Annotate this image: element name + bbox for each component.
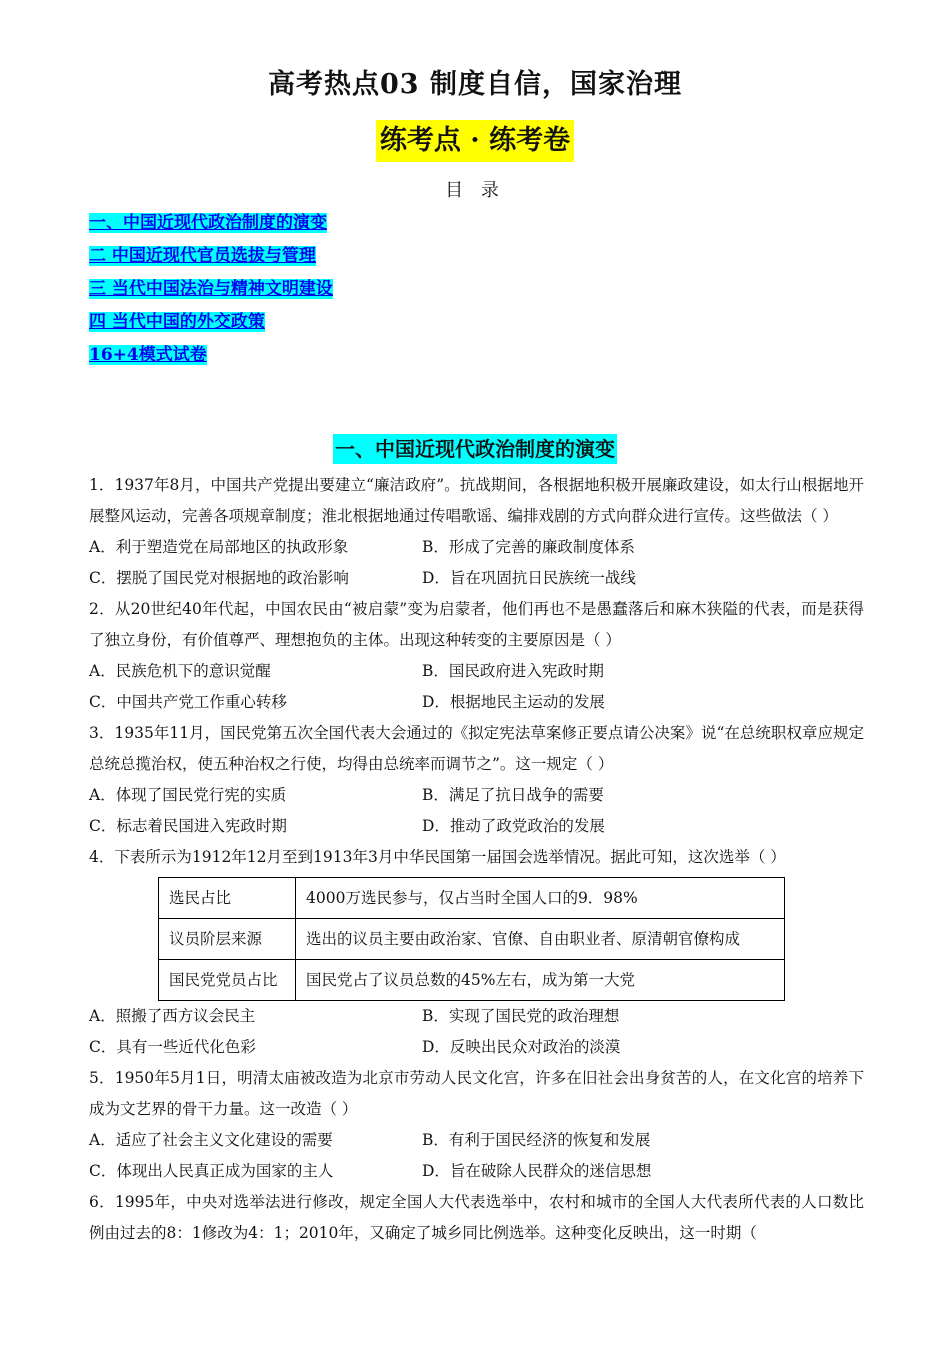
table-cell-value: 4000万选民参与，仅占当时全国人口的9．98%	[296, 878, 785, 919]
question-4-options	[89, 1001, 864, 1063]
table-row	[159, 919, 785, 960]
toc-link-4[interactable]: 四 当代中国的外交政策	[89, 312, 265, 332]
toc-heading: 目 录	[445, 180, 505, 201]
question-4-option-d: D．反映出民众对政治的淡漠	[422, 1038, 621, 1056]
document-subtitle: 练考点 · 练考卷	[376, 120, 574, 162]
table-cell-value: 国民党占了议员总数的45%左右，成为第一大党	[296, 960, 785, 1001]
question-5-option-a: A．适应了社会主义文化建设的需要	[89, 1131, 333, 1149]
table-cell-key: 国民党党员占比	[159, 960, 296, 1001]
question-2-stem: 2．从20世纪40年代起，中国农民由“被启蒙”变为启蒙者，他们再也不是愚蠢落后和麻木狭隘的代表，而是获得了独立身份，有价值尊严、理想抱负的主体。出现这种转变的主要原因是（ ）	[89, 600, 864, 649]
table-row	[159, 878, 785, 919]
table-row	[159, 960, 785, 1001]
table-cell-key: 选民占比	[159, 878, 296, 919]
question-3-option-c: C．标志着民国进入宪政时期	[89, 817, 287, 835]
question-3-option-d: D．推动了政党政治的发展	[422, 817, 605, 835]
question-6-stem: 6．1995年，中央对选举法进行修改，规定全国人大代表选举中，农村和城市的全国人大代表所代表的人口数比例由过去的8：1修改为4：1；2010年，又确定了城乡同比例选举。这种变化反映出，这一时期（	[89, 1193, 864, 1242]
question-5-option-c: C．体现出人民真正成为国家的主人	[89, 1162, 334, 1180]
toc-link-5[interactable]: 16+4模式试卷	[89, 345, 207, 365]
question-1-option-c: C．摆脱了国民党对根据地的政治影响	[89, 569, 349, 587]
table-of-contents	[89, 208, 333, 373]
toc-item-2[interactable]	[89, 241, 333, 274]
question-5-options	[89, 1125, 864, 1187]
question-5-option-b: B．有利于国民经济的恢复和发展	[422, 1131, 651, 1149]
election-table	[158, 877, 785, 1001]
question-4-option-a: A．照搬了西方议会民主	[89, 1007, 256, 1025]
question-4-stem: 4．下表所示为1912年12月至到1913年3月中华民国第一届国会选举情况。据此可知，这次选举（ ）	[89, 848, 786, 866]
question-2-option-d: D．根据地民主运动的发展	[422, 693, 605, 711]
document-title: 高考热点03 制度自信，国家治理	[268, 69, 682, 100]
question-1-option-d: D．旨在巩固抗日民族统一战线	[422, 569, 636, 587]
toc-link-3[interactable]: 三 当代中国法治与精神文明建设	[89, 279, 333, 299]
section-heading-wrap	[0, 434, 950, 464]
toc-link-1[interactable]: 一、中国近现代政治制度的演变	[89, 213, 327, 233]
question-4-option-c: C．具有一些近代化色彩	[89, 1038, 256, 1056]
table-cell-value: 选出的议员主要由政治家、官僚、自由职业者、原清朝官僚构成	[296, 919, 785, 960]
question-3-stem: 3．1935年11月，国民党第五次全国代表大会通过的《拟定宪法草案修正要点请公决案》说“在总统职权章应规定总统总揽治权，使五种治权之行使，均得由总统率而调节之”。这一规定（ ）	[89, 724, 864, 773]
toc-item-4[interactable]	[89, 307, 333, 340]
question-1-stem: 1．1937年8月，中国共产党提出要建立“廉洁政府”。抗战期间，各根据地积极开展廉政建设，如太行山根据地开展整风运动，完善各项规章制度；淮北根据地通过传唱歌谣、编排戏剧的方式向群众进行宣传。这些做法（ ）	[89, 476, 864, 525]
question-2-option-a: A．民族危机下的意识觉醒	[89, 662, 271, 680]
question-1-options	[89, 532, 864, 594]
question-2-options	[89, 656, 864, 718]
toc-item-3[interactable]	[89, 274, 333, 307]
section-heading: 一、中国近现代政治制度的演变	[333, 434, 617, 464]
table-cell-key: 议员阶层来源	[159, 919, 296, 960]
question-3-options	[89, 780, 864, 842]
question-1-option-b: B．形成了完善的廉政制度体系	[422, 538, 635, 556]
question-5-stem: 5．1950年5月1日，明清太庙被改造为北京市劳动人民文化宫，许多在旧社会出身贫苦的人，在文化宫的培养下成为文艺界的骨干力量。这一改造（ ）	[89, 1069, 864, 1118]
question-2-option-b: B．国民政府进入宪政时期	[422, 662, 604, 680]
toc-item-1[interactable]	[89, 208, 333, 241]
question-4-option-b: B．实现了国民党的政治理想	[422, 1007, 620, 1025]
subtitle-wrap	[0, 120, 950, 162]
question-1-option-a: A．利于塑造党在局部地区的执政形象	[89, 538, 349, 556]
questions-content	[89, 470, 864, 1249]
question-2-option-c: C．中国共产党工作重心转移	[89, 693, 287, 711]
toc-item-5[interactable]	[89, 340, 333, 373]
question-5-option-d: D．旨在破除人民群众的迷信思想	[422, 1162, 652, 1180]
toc-link-2[interactable]: 二 中国近现代官员选拔与管理	[89, 246, 316, 266]
question-3-option-a: A．体现了国民党行宪的实质	[89, 786, 287, 804]
question-3-option-b: B．满足了抗日战争的需要	[422, 786, 604, 804]
